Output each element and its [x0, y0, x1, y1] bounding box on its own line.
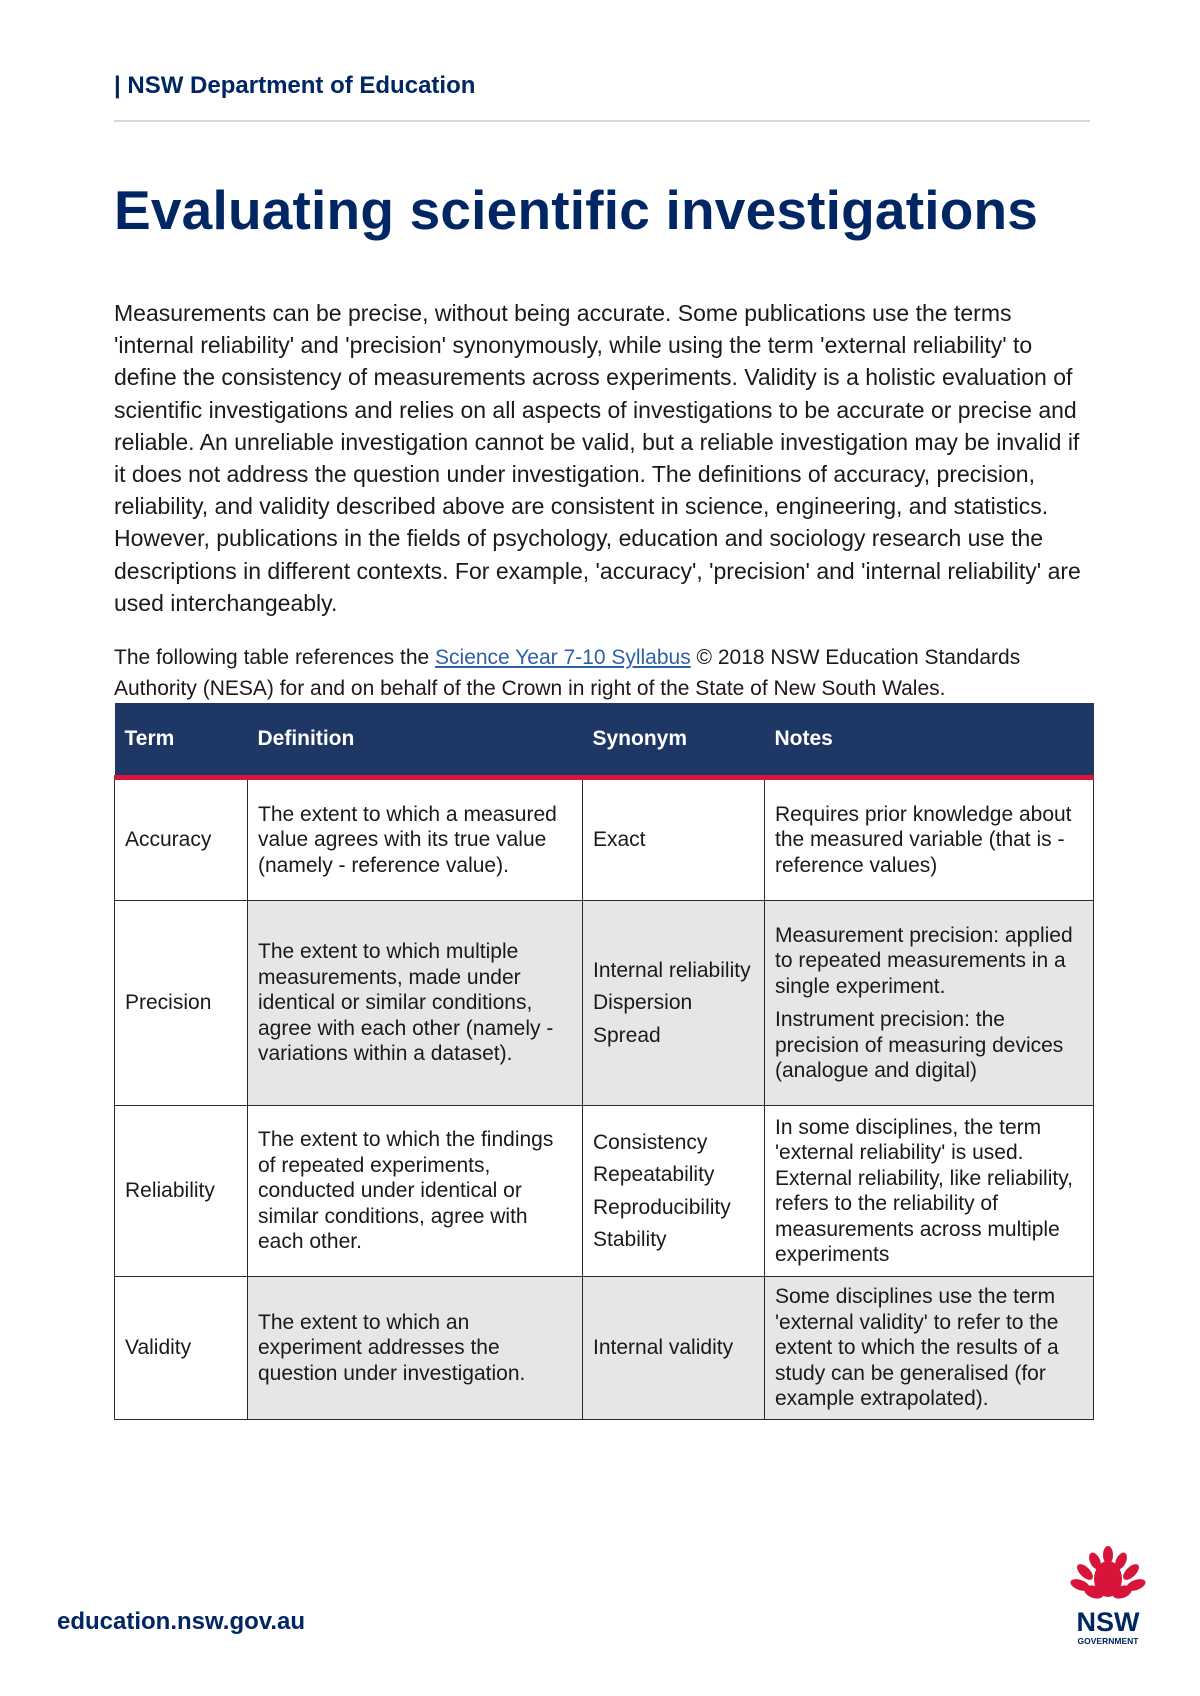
synonym-item: Repeatability	[593, 1163, 715, 1186]
definition-cell: The extent to which an experiment addresses the question under investigation.	[248, 1277, 583, 1420]
notes-cell	[765, 901, 1094, 1106]
intro-paragraph: Measurements can be precise, without being accurate. Some publications use the terms 'internal reliability' and 'precision' synonymously, while using the term 'external reliability' to define the consistency of measurements across experiments. Validity is a holistic evaluation of scientific investigations and relies on all aspects of investigations to be accurate or precise and reliable. An unreliable investigation cannot be valid, but a reliable investigation may be invalid if it does not address the question under investigation. The definitions of accuracy, precision, reliability, and validity described above are consistent in science, engineering, and statistics. However, publications in the fields of psychology, education and sociology research use the descriptions in different contexts. For example, 'accuracy', 'precision' and 'internal reliability' are used interchangeably.	[114, 300, 1081, 616]
logo-nsw-text: NSW	[1076, 1607, 1140, 1637]
synonym-cell	[583, 901, 765, 1106]
synonym-item: Spread	[593, 1023, 661, 1047]
header-divider	[114, 120, 1090, 122]
synonym-cell	[583, 1106, 765, 1277]
header-definition: Definition	[248, 703, 583, 778]
term-cell: Accuracy	[115, 778, 248, 901]
synonym-item: Reproducibility	[593, 1195, 731, 1219]
synonym-item: Internal reliability	[593, 958, 751, 982]
footer-url: education.nsw.gov.au	[57, 1608, 306, 1635]
term-cell: Reliability	[115, 1106, 248, 1277]
logo-government-text: GOVERNMENT	[1077, 1636, 1139, 1646]
reference-text-after: © 2018 NSW Education Standards Authority (NESA) for and on behalf of the Crown in right of the State of New South Wales.	[114, 646, 1021, 700]
term-cell: Validity	[115, 1277, 248, 1420]
table-header-row	[115, 703, 1094, 778]
synonym-item: Exact	[593, 828, 646, 852]
header-synonym: Synonym	[583, 703, 765, 778]
definition-cell: The extent to which a measured value agrees with its true value (namely - reference value).	[248, 778, 583, 901]
page-title: Evaluating scientific investigations	[114, 179, 1039, 241]
synonym-item: Dispersion	[593, 991, 693, 1015]
synonym-cell	[583, 1277, 765, 1420]
synonym-item: Internal validity	[593, 1336, 734, 1360]
header-department: | NSW Department of Education	[114, 72, 476, 99]
note-item: Instrument precision: the precision of measuring devices (analogue and digital)	[775, 1008, 1064, 1082]
definition-cell: The extent to which multiple measurements, made under identical or similar conditions, agree with each other (namely - variations within a dataset).	[248, 901, 583, 1106]
waratah-flower-icon	[1069, 1546, 1147, 1601]
header-notes: Notes	[765, 703, 1094, 778]
header-term: Term	[115, 703, 248, 778]
syllabus-link[interactable]: Science Year 7-10 Syllabus	[435, 646, 691, 669]
note-item: Measurement precision: applied to repeated measurements in a single experiment.	[775, 923, 1073, 998]
term-cell: Precision	[115, 901, 248, 1106]
note-item: Requires prior knowledge about the measured variable (that is - reference values)	[775, 802, 1072, 877]
reference-text-before: The following table references the	[114, 646, 436, 669]
synonym-cell	[583, 778, 765, 901]
table-row	[115, 778, 1094, 901]
note-item: Some disciplines use the term 'external validity' to refer to the extent to which the results of a study can be generalised (for example extrapolated).	[775, 1285, 1059, 1411]
table-row	[115, 901, 1094, 1106]
nsw-government-logo	[1060, 1545, 1156, 1649]
definition-cell: The extent to which the findings of repeated experiments, conducted under identical or similar conditions, agree with each other.	[248, 1106, 583, 1277]
notes-cell	[765, 1277, 1094, 1420]
table-row	[115, 1277, 1094, 1420]
note-item: In some disciplines, the term 'external reliability' is used. External reliability, like reliability, refers to the reliability of measurements across multiple experiments	[775, 1115, 1073, 1266]
terms-table	[114, 703, 1094, 1420]
reference-paragraph	[114, 642, 1094, 704]
synonym-item: Stability	[593, 1228, 667, 1251]
synonym-item: Consistency	[593, 1130, 708, 1154]
table-row	[115, 1106, 1094, 1277]
notes-cell	[765, 1106, 1094, 1277]
notes-cell	[765, 778, 1094, 901]
